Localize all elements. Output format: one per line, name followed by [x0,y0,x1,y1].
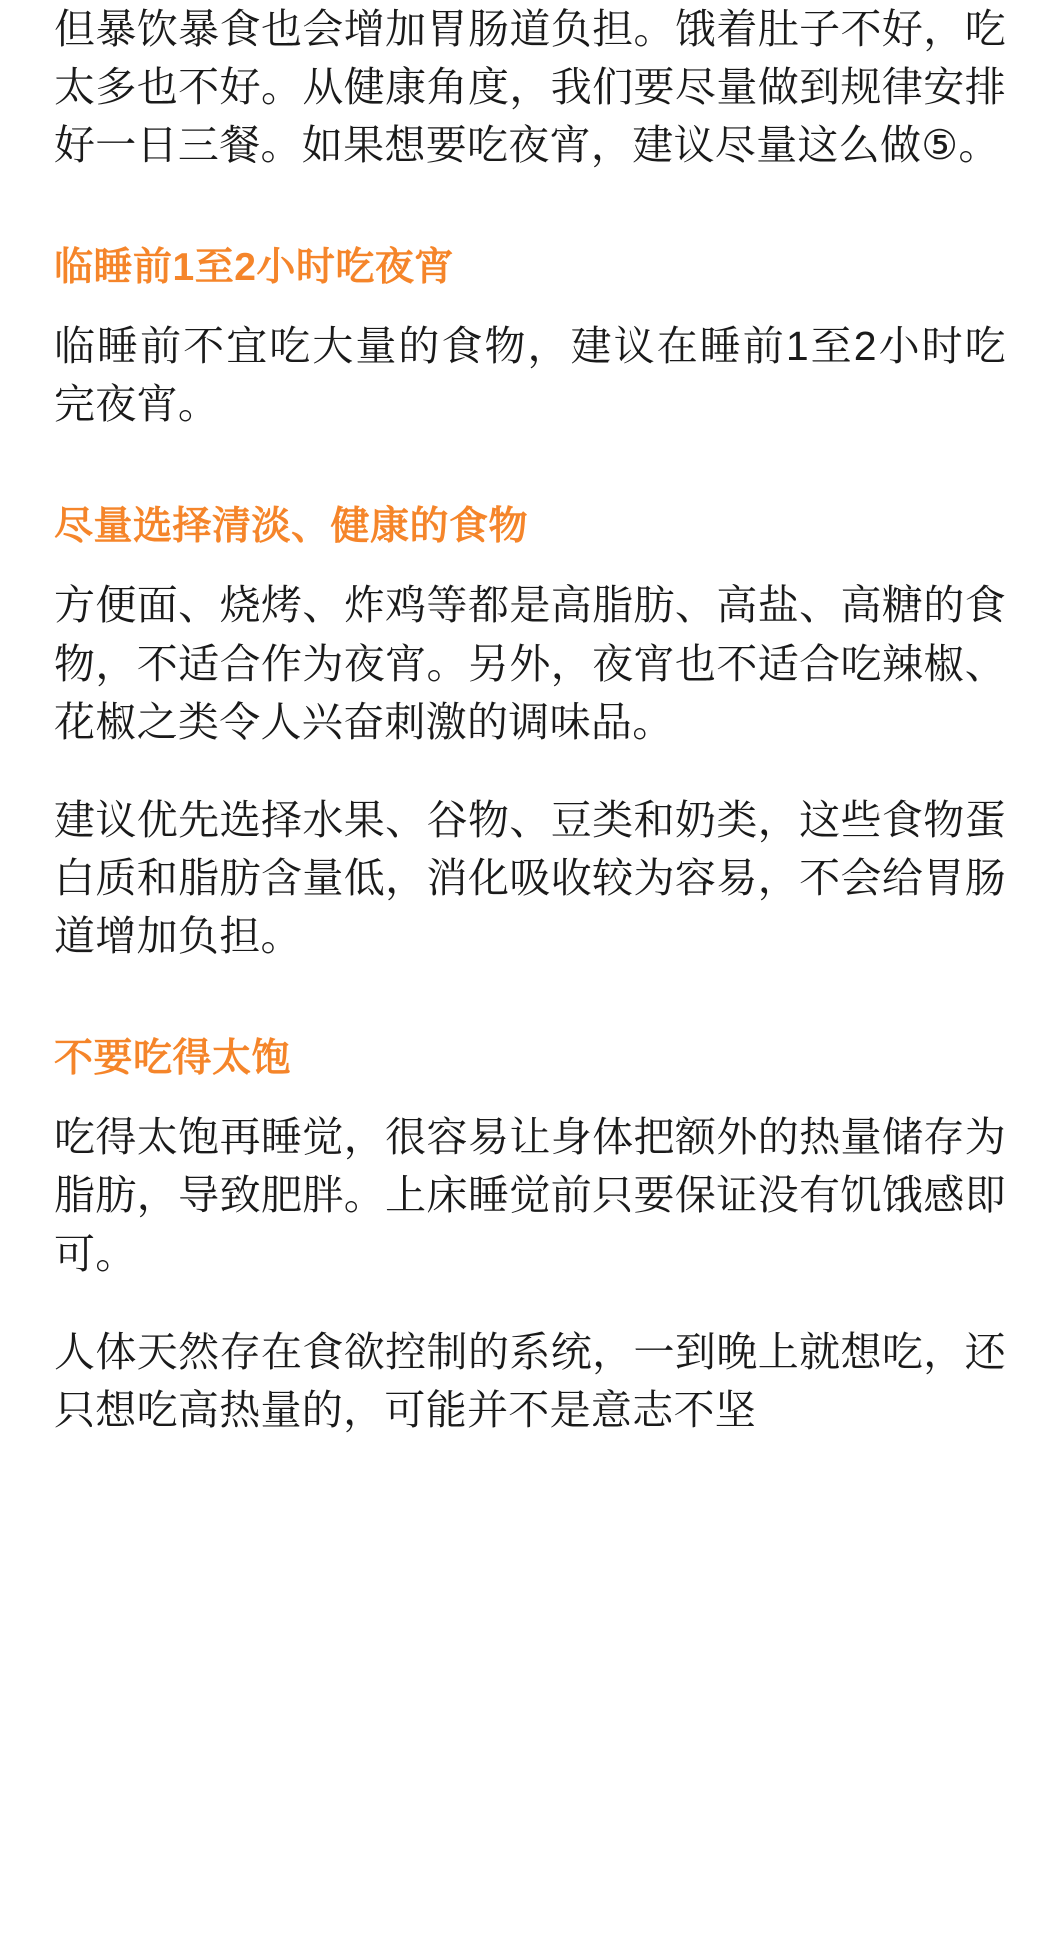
paragraph-late-night-timing: 临睡前不宜吃大量的食物，建议在睡前1至2小时吃完夜宵。 [54,323,1006,428]
paragraph-intro: 但暴饮暴食也会增加胃肠道负担。饿着肚子不好，吃太多也不好。从健康角度，我们要尽量做到规律安排好一日三餐。如果想要吃夜宵，建议尽量这么做⑤。 [54,6,1006,169]
section-heading-light-healthy-food: 尽量选择清淡、健康的食物 [54,504,529,548]
paragraph-avoid-foods: 方便面、烧烤、炸鸡等都是高脂肪、高盐、高糖的食物，不适合作为夜宵。另外，夜宵也不适合吃辣椒、花椒之类令人兴奋刺激的调味品。 [54,582,1006,745]
section-heading-late-night-timing: 临睡前1至2小时吃夜宵 [54,245,454,289]
paragraph-appetite-system: 人体天然存在食欲控制的系统，一到晚上就想吃，还只想吃高热量的，可能并不是意志不坚 [54,1328,1006,1434]
section-heading-dont-overeat: 不要吃得太饱 [54,1036,292,1080]
paragraph-overeating-effects: 吃得太饱再睡觉，很容易让身体把额外的热量储存为脂肪，导致肥胖。上床睡觉前只要保证没有饥饿感即可。 [54,1114,1006,1277]
paragraph-recommended-foods: 建议优先选择水果、谷物、豆类和奶类，这些食物蛋白质和脂肪含量低，消化吸收较为容易，不会给胃肠道增加负担。 [54,796,1006,960]
